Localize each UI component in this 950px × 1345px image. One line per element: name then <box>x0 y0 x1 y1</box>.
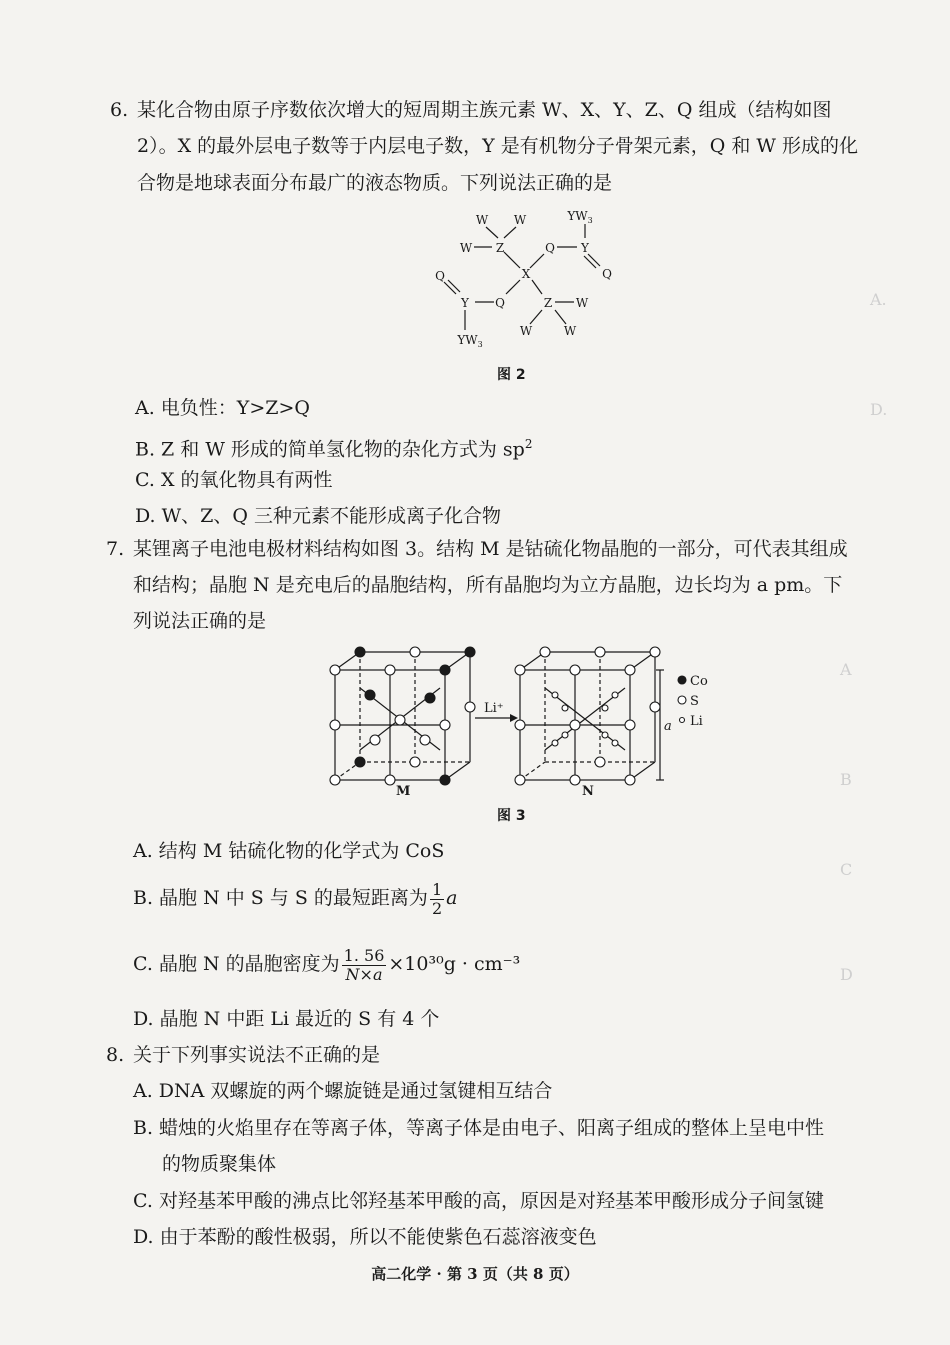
fraction-denominator: 2 <box>431 898 443 918</box>
legend-co: Co <box>690 674 708 689</box>
question-7-option-a: A. 结构 M 钴硫化物的化学式为 CoS <box>133 840 445 862</box>
question-6-option-c: C. X 的氧化物具有两性 <box>135 469 333 491</box>
unit: ×10³⁰g · cm⁻³ <box>388 953 521 975</box>
question-7-stem-line1: 某锂离子电池电极材料结构如图 3。结构 M 是钴硫化物晶胞的一部分，可代表其组成 <box>133 538 848 560</box>
atom-z: Z <box>495 241 505 255</box>
question-number: 8. <box>106 1044 125 1066</box>
option-text: C. 晶胞 N 的晶胞密度为 <box>133 953 340 975</box>
atom-q: Q <box>602 267 612 281</box>
legend-li: Li <box>690 714 703 729</box>
figure-2-molecular-structure <box>420 202 650 352</box>
question-6-stem-line1: 某化合物由原子序数依次增大的短周期主族元素 W、X、Y、Z、Q 组成（结构如图 <box>137 99 832 121</box>
atom-y: Y <box>581 241 589 255</box>
question-8-stem: 关于下列事实说法不正确的是 <box>133 1044 381 1066</box>
figure-3-crystal-cells <box>320 640 720 800</box>
question-7-stem-line3: 列说法正确的是 <box>133 610 267 632</box>
atom-w: W <box>513 213 527 227</box>
atom-q: Q <box>545 241 555 255</box>
variable: a <box>446 887 458 909</box>
bleed-through-text: A. <box>870 290 887 309</box>
fraction <box>430 881 444 918</box>
question-6-stem-line3: 合物是地球表面分布最广的液态物质。下列说法正确的是 <box>137 172 613 194</box>
legend-s: S <box>690 694 699 709</box>
bleed-through-text: D. <box>870 400 888 419</box>
group-yw3: $YW_3$ <box>457 333 483 349</box>
atom-w: W <box>459 241 473 255</box>
question-8-option-d: D. 由于苯酚的酸性极弱，所以不能使紫色石蕊溶液变色 <box>133 1226 597 1248</box>
question-7-option-c <box>133 942 520 986</box>
atom-q: Q <box>435 269 445 283</box>
cell-n-label: N <box>582 784 594 799</box>
bleed-through-text: D <box>840 965 853 984</box>
bleed-through-text: A <box>840 660 852 679</box>
question-6-option-a: A. 电负性：Y>Z>Q <box>135 397 310 419</box>
arrow-label: Li⁺ <box>484 701 504 716</box>
question-8-option-a: A. DNA 双螺旋的两个螺旋链是通过氢键相互结合 <box>133 1080 553 1102</box>
fraction <box>342 947 387 984</box>
question-6-option-d: D. W、Z、Q 三种元素不能形成离子化合物 <box>135 505 501 527</box>
question-6-option-b <box>135 431 533 462</box>
figure-2-caption: 图 2 <box>497 367 526 383</box>
bleed-through-text: B <box>840 770 852 789</box>
question-8-option-c: C. 对羟基苯甲酸的沸点比邻羟基苯甲酸的高，原因是对羟基苯甲酸形成分子间氢键 <box>133 1190 824 1212</box>
question-7-stem-line2: 和结构；晶胞 N 是充电后的晶胞结构，所有晶胞均为立方晶胞，边长均为 a pm。下 <box>133 574 843 596</box>
fraction-numerator: 1 <box>431 879 443 899</box>
atom-x: X <box>521 267 531 281</box>
atom-q: Q <box>495 296 505 310</box>
atom-z: Z <box>543 296 553 310</box>
superscript: 2 <box>524 437 533 451</box>
bleed-through-text: C <box>840 860 853 879</box>
option-text: B. 晶胞 N 中 S 与 S 的最短距离为 <box>133 887 428 909</box>
fraction-numerator: 1. 56 <box>343 945 385 965</box>
question-number: 6. <box>110 99 129 121</box>
option-text: B. Z 和 W 形成的简单氢化物的杂化方式为 sp <box>135 438 525 461</box>
atom-w: W <box>475 213 489 227</box>
cell-m-label: M <box>396 784 411 799</box>
atom-w: W <box>575 296 589 310</box>
question-7-option-d: D. 晶胞 N 中距 Li 最近的 S 有 4 个 <box>133 1008 440 1030</box>
atom-y: Y <box>461 296 469 310</box>
question-6-stem-line2: 2）。X 的最外层电子数等于内层电子数，Y 是有机物分子骨架元素，Q 和 W 形成的化 <box>137 135 858 157</box>
atom-w: W <box>519 324 533 338</box>
question-8-option-b-line2: 的物质聚集体 <box>162 1153 277 1175</box>
question-7-option-b <box>133 878 457 918</box>
atom-w: W <box>563 324 577 338</box>
question-number: 7. <box>106 538 125 560</box>
question-8-option-b-line1: B. 蜡烛的火焰里存在等离子体，等离子体是由电子、阳离子组成的整体上呈电中性 <box>133 1117 825 1139</box>
page-footer: 高二化学 · 第 3 页（共 8 页） <box>371 1265 579 1283</box>
figure-3-caption: 图 3 <box>497 808 526 824</box>
group-yw3: $YW_3$ <box>567 209 593 225</box>
fraction-denominator: N×a <box>345 964 383 984</box>
edge-label: a <box>664 719 672 734</box>
